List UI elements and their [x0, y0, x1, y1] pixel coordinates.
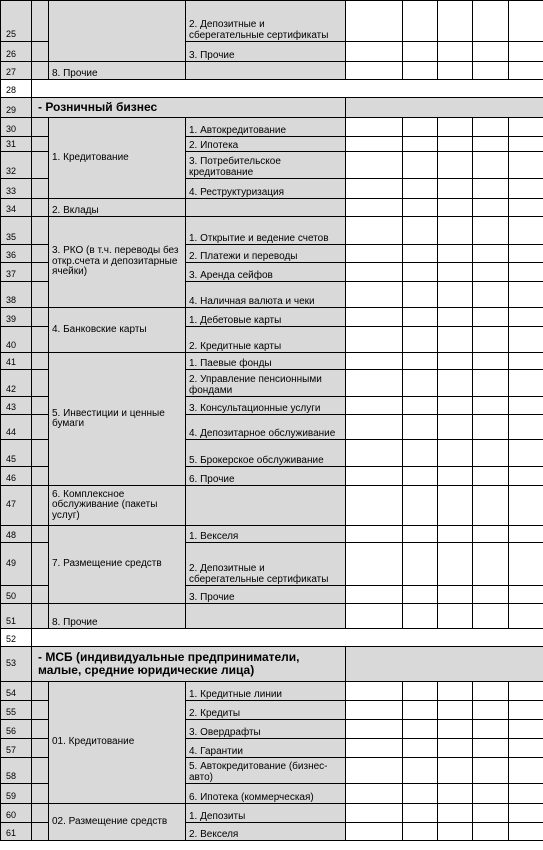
row-number: 36 — [1, 245, 32, 263]
row-number: 27 — [1, 62, 32, 80]
item-cell: 4. Депозитарное обслуживание — [186, 415, 346, 440]
section-row — [1, 647, 543, 682]
row-number: 35 — [1, 217, 32, 245]
table-row — [1, 217, 543, 245]
table-row — [1, 80, 543, 98]
item-cell: 5. Брокерское обслуживание — [186, 440, 346, 467]
group-cell: 2. Вклады — [49, 199, 186, 217]
row-number: 58 — [1, 758, 32, 784]
row-number: 31 — [1, 137, 32, 152]
table-row — [1, 118, 543, 137]
row-number: 33 — [1, 179, 32, 199]
section-title: - МСБ (индивидуальные предприниматели, малые, средние юридические лица) — [32, 647, 346, 682]
row-number: 47 — [1, 486, 32, 526]
row-number: 57 — [1, 739, 32, 758]
group-cell: 1. Кредитование — [49, 118, 186, 199]
row-number: 59 — [1, 784, 32, 804]
item-cell: 6. Прочие — [186, 467, 346, 486]
item-cell: 1. Кредитные линии — [186, 682, 346, 701]
row-number: 39 — [1, 308, 32, 327]
item-cell: 2. Ипотека — [186, 137, 346, 152]
group-cell: 6. Комплексное обслуживание (пакеты услуг) — [49, 486, 186, 526]
row-number: 43 — [1, 397, 32, 415]
row-number: 26 — [1, 42, 32, 62]
item-cell: 6. Ипотека (коммерческая) — [186, 784, 346, 804]
item-cell: 1. Автокредитование — [186, 118, 346, 137]
row-number: 34 — [1, 199, 32, 217]
item-cell: 2. Депозитные и сберегательные сертификаты — [186, 1, 346, 42]
item-cell: 2. Депозитные и сберегательные сертификаты — [186, 543, 346, 586]
item-cell: 1. Депозиты — [186, 804, 346, 823]
group-cell: 02. Размещение средств — [49, 804, 186, 841]
group-cell: 01. Кредитование — [49, 682, 186, 804]
item-cell: 3. Аренда сейфов — [186, 263, 346, 282]
item-cell: 3. Прочие — [186, 586, 346, 604]
group-cell: 3. РКО (в т.ч. переводы без откр.счета и депозитарные ячейки) — [49, 217, 186, 308]
row-number: 50 — [1, 586, 32, 604]
item-cell: 2. Управление пенсионными фондами — [186, 370, 346, 397]
item-cell: 2. Векселя — [186, 823, 346, 841]
group-cell: 8. Прочие — [49, 62, 186, 80]
table-row — [1, 62, 543, 80]
row-number: 28 — [1, 80, 32, 98]
row-number: 44 — [1, 415, 32, 440]
item-cell: 1. Паевые фонды — [186, 353, 346, 370]
row-number: 52 — [1, 629, 32, 647]
item-cell: 4. Реструктуризация — [186, 179, 346, 199]
group-cell: 7. Размещение средств — [49, 526, 186, 604]
table-row — [1, 526, 543, 543]
row-number: 38 — [1, 282, 32, 308]
row-number: 56 — [1, 720, 32, 739]
row-number: 54 — [1, 682, 32, 701]
section-row — [1, 98, 543, 118]
row-number: 42 — [1, 370, 32, 397]
row-number: 41 — [1, 353, 32, 370]
section-title: - Розничный бизнес — [32, 98, 346, 118]
table-row — [1, 353, 543, 370]
row-number: 40 — [1, 327, 32, 353]
row-number: 29 — [1, 98, 32, 118]
group-cell: 8. Прочие — [49, 604, 186, 629]
row-number: 30 — [1, 118, 32, 137]
item-cell: 5. Автокредитование (бизнес-авто) — [186, 758, 346, 784]
item-cell: 3. Консультационные услуги — [186, 397, 346, 415]
item-cell: 4. Гарантии — [186, 739, 346, 758]
item-cell: 2. Кредитные карты — [186, 327, 346, 353]
row-number: 61 — [1, 823, 32, 841]
row-number: 51 — [1, 604, 32, 629]
row-number: 32 — [1, 152, 32, 179]
item-cell: 1. Дебетовые карты — [186, 308, 346, 327]
table-row — [1, 682, 543, 701]
table-row — [1, 629, 543, 647]
item-cell: 1. Открытие и ведение счетов — [186, 217, 346, 245]
row-number: 48 — [1, 526, 32, 543]
row-number: 25 — [1, 1, 32, 42]
group-cell: 5. Инвестиции и ценные бумаги — [49, 353, 186, 486]
table-row — [1, 804, 543, 823]
table-row — [1, 1, 543, 42]
item-cell: 3. Прочие — [186, 42, 346, 62]
row-number: 49 — [1, 543, 32, 586]
group-cell: 4. Банковские карты — [49, 308, 186, 353]
table-row — [1, 308, 543, 327]
row-number: 46 — [1, 467, 32, 486]
item-cell: 2. Платежи и переводы — [186, 245, 346, 263]
table-row — [1, 486, 543, 526]
row-number: 53 — [1, 647, 32, 682]
item-cell: 3. Потребительское кредитование — [186, 152, 346, 179]
item-cell: 4. Наличная валюта и чеки — [186, 282, 346, 308]
row-number: 55 — [1, 701, 32, 720]
item-cell: 2. Кредиты — [186, 701, 346, 720]
table-row — [1, 604, 543, 629]
item-cell: 1. Векселя — [186, 526, 346, 543]
row-number: 37 — [1, 263, 32, 282]
table-row — [1, 199, 543, 217]
item-cell: 3. Овердрафты — [186, 720, 346, 739]
row-number: 45 — [1, 440, 32, 467]
row-number: 60 — [1, 804, 32, 823]
